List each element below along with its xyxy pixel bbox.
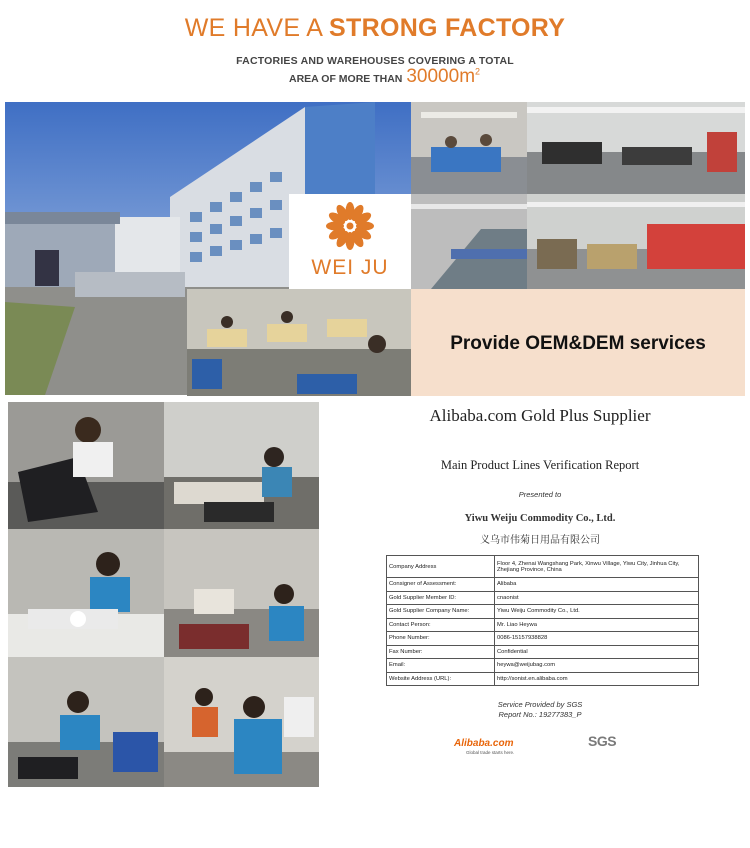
report-presented-to: Presented to	[518, 490, 562, 499]
area-prefix: AREA OF MORE THAN	[289, 73, 403, 85]
report-details-table	[386, 555, 699, 686]
table-row	[387, 618, 699, 632]
table-key-cell: Gold Supplier Company Name:	[387, 605, 495, 619]
sewing-workshop-photo	[187, 289, 411, 396]
table-value-cell: Confidential	[495, 645, 699, 659]
table-key-cell: Contact Person:	[387, 618, 495, 632]
workshop-photo-4	[527, 194, 745, 289]
table-row	[387, 645, 699, 659]
report-service-line: Service Provided by SGS	[497, 700, 583, 709]
headline-bold: STRONG FACTORY	[329, 14, 566, 42]
workshop-photo-1	[411, 102, 527, 194]
table-value-cell: 0086-15157938828	[495, 632, 699, 646]
production-photo-6	[164, 657, 319, 787]
table-value-cell: Yiwu Weiju Commodity Co., Ltd.	[495, 605, 699, 619]
table-key-cell: Website Address (URL):	[387, 672, 495, 686]
report-number: Report No.: 19277383_P	[498, 710, 582, 719]
table-row	[387, 605, 699, 619]
table-row	[387, 578, 699, 592]
subheadline-line1: FACTORIES AND WAREHOUSES COVERING A TOTAL	[236, 55, 514, 67]
report-subtitle: Main Product Lines Verification Report	[440, 458, 640, 472]
production-photo-4	[164, 529, 319, 657]
table-value-cell: Alibaba	[495, 578, 699, 592]
table-key-cell: Fax Number:	[387, 645, 495, 659]
table-row	[387, 659, 699, 673]
headline-light: WE HAVE A	[184, 14, 322, 42]
production-photo-1	[8, 402, 164, 529]
workshop-photo-3	[411, 194, 527, 289]
production-photo-2	[164, 402, 319, 529]
table-row	[387, 672, 699, 686]
report-company-cn: 义乌市伟菊日用品有限公司	[480, 535, 600, 546]
report-company-en: Yiwu Weiju Commodity Co., Ltd.	[464, 513, 616, 524]
area-number: $30000m^2$	[406, 66, 481, 87]
table-row	[387, 556, 699, 578]
flower-icon	[324, 200, 376, 252]
subheadline-line2	[289, 66, 480, 88]
production-photo-5	[8, 657, 164, 787]
weiju-logo	[289, 194, 411, 289]
table-key-cell: Consigner of Assessment:	[387, 578, 495, 592]
alibaba-logo-text: Alibaba.com	[454, 738, 514, 749]
sgs-logo: SGS	[588, 733, 617, 749]
page-headline	[0, 14, 750, 43]
table-key-cell: Email:	[387, 659, 495, 673]
table-row	[387, 632, 699, 646]
logo-brand-text: WEI JU	[311, 256, 389, 279]
table-value-cell: heywa@weijubag.com	[495, 659, 699, 673]
alibaba-tagline: Global trade starts here.	[466, 750, 515, 755]
table-key-cell: Gold Supplier Member ID:	[387, 591, 495, 605]
table-value-cell: cnaonist	[495, 591, 699, 605]
oem-services-banner	[411, 289, 745, 396]
table-value-cell: http://sonist.en.alibaba.com	[495, 672, 699, 686]
table-key-cell: Phone Number:	[387, 632, 495, 646]
alibaba-logo	[454, 733, 534, 755]
table-value-cell: Floor 4, Zhenai Wangshang Park, Xinwu Village, Yiwu City, Jinhua City, Zhejiang Province, China	[495, 556, 699, 578]
workshop-photo-2	[527, 102, 745, 194]
table-key-cell: Company Address	[387, 556, 495, 578]
verification-report	[330, 400, 750, 795]
oem-services-text: Provide OEM&DEM services	[450, 333, 706, 354]
table-row	[387, 591, 699, 605]
report-title: Alibaba.com Gold Plus Supplier	[429, 406, 651, 425]
report-service-info	[330, 700, 750, 720]
production-photo-3	[8, 529, 164, 657]
table-value-cell: Mr. Liao Heywa	[495, 618, 699, 632]
